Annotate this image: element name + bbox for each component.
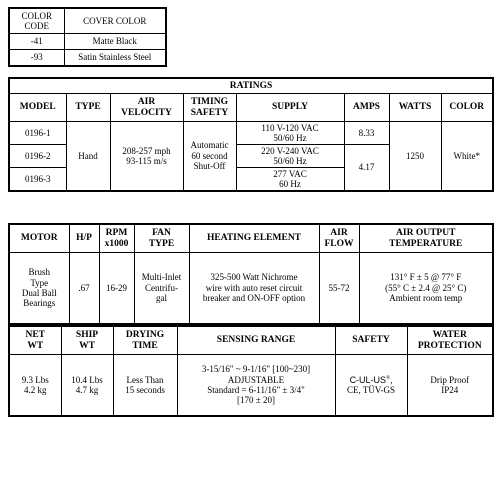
table-row (9, 253, 493, 325)
net-wt-cell: 9.3 Lbs 4.2 kg (9, 355, 61, 417)
color-table-header-row (9, 8, 166, 34)
c-ul-us-mark: C-UL-US (349, 374, 387, 385)
amps-cell: 8.33 (344, 122, 389, 145)
timing-safety-cell: Automatic 60 second Shut-Off (183, 122, 236, 192)
table-row (9, 122, 493, 145)
model-cell: 0196-2 (9, 145, 66, 168)
drying-time-header: DRYING TIME (113, 326, 177, 355)
supply-cell: 277 VAC 60 Hz (236, 168, 344, 192)
watts-cell: 1250 (389, 122, 441, 192)
heating-element-cell: 325-500 Watt Nichrome wire with auto reset circuit breaker and ON-OFF option (189, 253, 319, 325)
air-flow-header: AIR FLOW (319, 224, 359, 253)
color-code-cell: -93 (9, 50, 64, 67)
temperature-celsius: (55° C ± 2.4 @ 25° C) (385, 282, 467, 293)
model-cell: 0196-1 (9, 122, 66, 145)
sensing-range-cell: 3-15/16" ~ 9-1/16" [100~230] ADJUSTABLE Standard = 6-11/16" ± 3/4" [170 ± 20] (177, 355, 335, 417)
cover-color-cell: Satin Stainless Steel (64, 50, 166, 67)
temperature-fahrenheit: 131° F ± 5 @ 77° F (390, 272, 462, 283)
heating-element-header: HEATING ELEMENT (189, 224, 319, 253)
model-cell: 0196-3 (9, 168, 66, 192)
net-wt-header: NET WT (9, 326, 61, 355)
ship-wt-cell: 10.4 Lbs 4.7 kg (61, 355, 113, 417)
safety-cell: C-UL-US®, CE, TÜV-GS (335, 355, 407, 417)
motor-header-row (9, 224, 493, 253)
weight-header-row (9, 326, 493, 355)
air-flow-cell: 55-72 (319, 253, 359, 325)
cover-color-header: COVER COLOR (64, 8, 166, 34)
supply-cell: 110 V-120 VAC 50/60 Hz (236, 122, 344, 145)
water-protection-header: WATER PROTECTION (407, 326, 493, 355)
ship-wt-header: SHIP WT (61, 326, 113, 355)
ratings-header-row (9, 94, 493, 122)
motor-table (8, 223, 494, 325)
air-output-temperature-cell (359, 253, 493, 325)
water-protection-cell: Drip Proof IP24 (407, 355, 493, 417)
rpm-cell: 16-29 (99, 253, 134, 325)
color-header: COLOR (441, 94, 493, 122)
watts-header: WATTS (389, 94, 441, 122)
sensing-range-header: SENSING RANGE (177, 326, 335, 355)
supply-header: SUPPLY (236, 94, 344, 122)
registered-mark: ® (386, 374, 391, 381)
safety-certifications: CE, TÜV-GS (346, 385, 395, 395)
air-velocity-cell: 208-257 mph 93-115 m/s (110, 122, 183, 192)
ratings-title-row (9, 78, 493, 94)
table-row (9, 50, 166, 67)
rpm-header: RPM x1000 (99, 224, 134, 253)
amps-cell: 4.17 (344, 145, 389, 192)
cover-color-cell: Matte Black (64, 34, 166, 50)
fan-type-header: FAN TYPE (134, 224, 189, 253)
type-header: TYPE (66, 94, 110, 122)
hp-header: H/P (69, 224, 99, 253)
ratings-title: RATINGS (9, 78, 493, 94)
supply-cell: 220 V-240 VAC 50/60 Hz (236, 145, 344, 168)
color-code-cell: -41 (9, 34, 64, 50)
fan-type-cell: Multi-Inlet Centrifu- gal (134, 253, 189, 325)
table-row (9, 34, 166, 50)
weight-sensing-table (8, 325, 494, 417)
air-velocity-header: AIR VELOCITY (110, 94, 183, 122)
type-cell: Hand (66, 122, 110, 192)
model-header: MODEL (9, 94, 66, 122)
color-code-table (8, 7, 167, 67)
motor-header: MOTOR (9, 224, 69, 253)
amps-header: AMPS (344, 94, 389, 122)
color-code-header: COLOR CODE (9, 8, 64, 34)
timing-safety-header: TIMING SAFETY (183, 94, 236, 122)
air-output-temperature-header: AIR OUTPUT TEMPERATURE (359, 224, 493, 253)
hp-cell: .67 (69, 253, 99, 325)
safety-header: SAFETY (335, 326, 407, 355)
color-cell: White* (441, 122, 493, 192)
ratings-table (8, 77, 494, 192)
drying-time-cell: Less Than 15 seconds (113, 355, 177, 417)
temperature-note: Ambient room temp (389, 293, 463, 304)
motor-cell: Brush Type Dual Ball Bearings (9, 253, 69, 325)
table-row (9, 355, 493, 417)
